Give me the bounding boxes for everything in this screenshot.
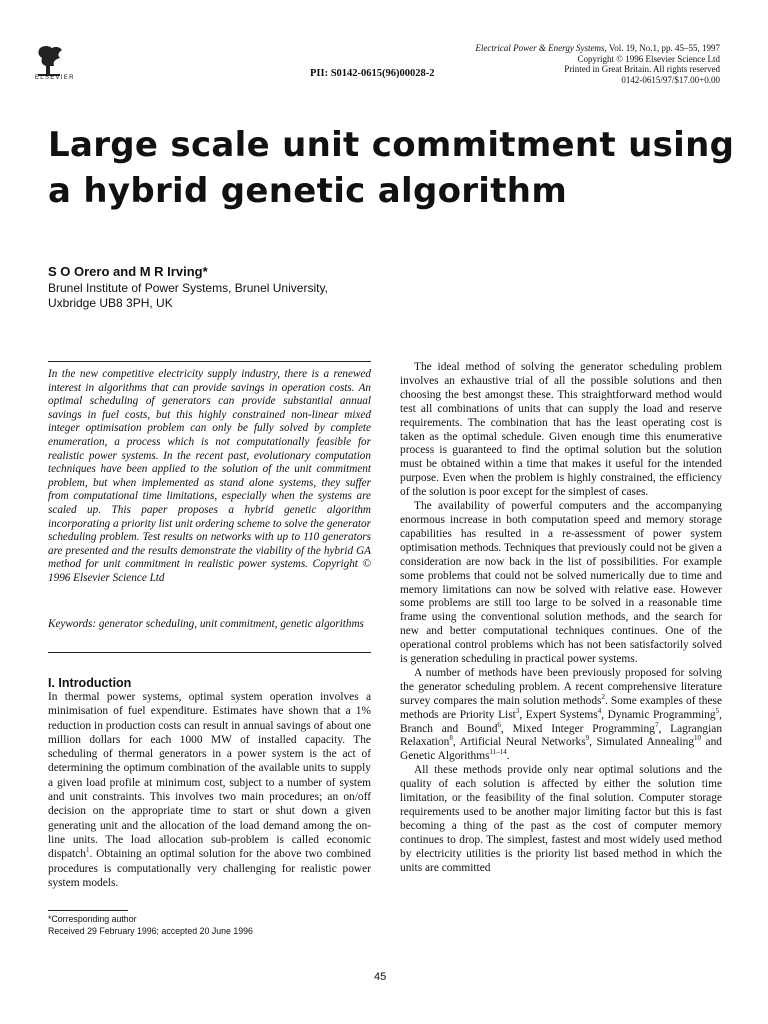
reference-marker: 2 — [601, 692, 605, 701]
reference-marker: 4 — [597, 706, 602, 715]
p3-text: A number of methods have been previously proposed for solving the generator scheduling problem. A recent comprehensive literature survey compares the main solution methods — [400, 666, 722, 707]
p3-text: , Expert Systems — [519, 708, 598, 721]
issn-line: 0142-0615/97/$17.00+0.00 — [621, 74, 720, 85]
reference-marker: 1 — [85, 846, 90, 855]
abstract-bottom-rule — [48, 652, 371, 653]
reference-marker: 10 — [694, 734, 702, 743]
abstract-top-rule — [48, 361, 371, 362]
abstract-text: In the new competitive electricity supply industry, there is a renewed interest in algorithms that can provide savings in operation costs. An optimal scheduling of generators can provide substantial annual savings in fuel costs, but this highly constrained non-linear mixed integer optimisation problem can only be fully solved by complete enumeration, a process which is not computationally feasible for realistic power systems. In the recent past, evolutionary computation techniques have been applied to the solution of the unit commitment problem, but when implemented as stand alone systems, they suffer from computational time limitations, especially when the systems are scaled up. This paper proposes a hybrid genetic algorithm incorporating a priority list unit ordering scheme to solve the generator scheduling problem. Test results on networks with up to 110 generators are presented and the results demonstrate the viability of the hybrid GA method for unit commitment in realistic power systems. Copyright © 1996 Elsevier Science Ltd — [48, 368, 371, 584]
p3-text: , Branch and Bound — [400, 708, 722, 735]
intro-text-b: . Obtaining an optimal solution for the above two combined procedures is computationally very challenging for realistic power system models. — [48, 848, 371, 889]
introduction-paragraph — [48, 690, 371, 890]
keywords: Keywords: generator scheduling, unit commitment, genetic algorithms — [48, 618, 364, 630]
paragraph-4: All these methods provide only near optimal solutions and the quality of each solution is affected by either the solution time limitation, or the feasibility of the final solution. Computer storage requirements used to be another major limiting factor but this is fast becoming a thing of the past as the cost of computer memory continues to drop. The simplest, fastest and most widely used method by electricity utilities is the priority list based method in which the units are committed — [400, 764, 722, 874]
journal-details: Vol. 19, No.1, pp. 45–55, 1997 — [606, 43, 720, 53]
p3-text: . Some examples of these methods are Priority List — [400, 694, 723, 721]
journal-citation — [475, 43, 720, 54]
p3-text: . — [506, 750, 510, 763]
paragraph-3 — [400, 667, 722, 764]
p3-text: , Lagrangian Relaxation — [400, 722, 723, 749]
p3-text: , Mixed Integer Programming — [500, 722, 655, 735]
journal-name: Electrical Power & Energy Systems, — [475, 43, 607, 53]
publisher-logo-text: ELSEVIER — [35, 75, 75, 81]
corresponding-author-note: *Corresponding author — [48, 914, 137, 924]
reference-marker: 7 — [654, 720, 659, 729]
section-heading-introduction: I. Introduction — [48, 676, 132, 690]
affiliation-line-1: Brunel Institute of Power Systems, Brunel University, — [48, 281, 328, 295]
copyright-line: Copyright © 1996 Elsevier Science Ltd — [577, 53, 720, 64]
intro-text-a: In thermal power systems, optimal system operation involves a minimisation of fuel expenditure. Estimates have shown that a 1% reduction in production costs can result in annual savings of about one million dollars for each 1000 MW of installed capacity. The scheduling of thermal generators in a power system is the act of determining the optimum combination of the available units to supply a given load profile at minimum cost, subject to a number of system and unit constraints. This involves two main procedures; an on/off decision on the appropriate time to start or shut down a given generating unit and the allocation of the load demand among the on-line units. The load allocation sub-problem is called economic dispatch — [48, 691, 371, 861]
footnote-rule — [48, 910, 128, 911]
pii-code: PII: S0142-0615(96)00028-2 — [310, 68, 435, 79]
footnote — [48, 914, 253, 937]
affiliation-line-2: Uxbridge UB8 3PH, UK — [48, 296, 173, 310]
p3-text: and Genetic Algorithms — [400, 736, 722, 763]
reference-marker: 8 — [449, 734, 453, 743]
authors: S O Orero and M R Irving* — [48, 264, 208, 279]
reference-marker: 11–14 — [489, 748, 507, 757]
reference-marker: 5 — [715, 706, 720, 715]
p3-text: , Artificial Neural Networks — [452, 736, 586, 749]
p3-text: , Dynamic Programming — [601, 708, 716, 721]
journal-info — [475, 43, 720, 85]
printed-line: Printed in Great Britain. All rights reserved — [564, 64, 720, 75]
reference-marker: 9 — [585, 734, 590, 743]
title-line-1: Large scale unit commitment using — [48, 125, 735, 165]
paragraph-2: The availability of powerful computers and the accompanying enormous increase in both computation speed and memory storage capabilities has resulted in a re-assessment of power system optimisation methods. Techniques that previously could not be given a consideration are now back in the list of possibilities. For example some problems that could not be solved numerically due to time and memory limitations can now be solved with relative ease. However some problems are still too large to be solved in a reasonable time frame using the conventional solution methods, and the search for new and better computational techniques continues. One of the operational control problems which has not been satisfactorily solved is generation scheduling in practical power systems. — [400, 500, 722, 666]
reference-marker: 3 — [515, 706, 520, 715]
right-column — [400, 361, 722, 876]
page-number: 45 — [374, 971, 387, 983]
p3-text: , Simulated Annealing — [589, 736, 695, 749]
reference-marker: 6 — [497, 720, 501, 729]
paragraph-1: The ideal method of solving the generator scheduling problem involves an exhaustive trial of all the possible solutions and then choosing the best amongst these. This straightforward method would test all combinations of units that can supply the load and reserve requirements. The combination that has the least operating cost is taken as the optimal schedule. Given enough time this enumerative process is guaranteed to find the optimal solution but the solution must be obtained within a time that makes it useful for the intended purpose. Even when the problem is highly constrained, the efficiency of the solution is poor except for the simplest of cases. — [400, 361, 722, 499]
title-line-2: a hybrid genetic algorithm — [48, 171, 568, 211]
article-title — [48, 122, 748, 214]
affiliation — [48, 281, 388, 311]
received-dates: Received 29 February 1996; accepted 20 June 1996 — [48, 925, 253, 936]
